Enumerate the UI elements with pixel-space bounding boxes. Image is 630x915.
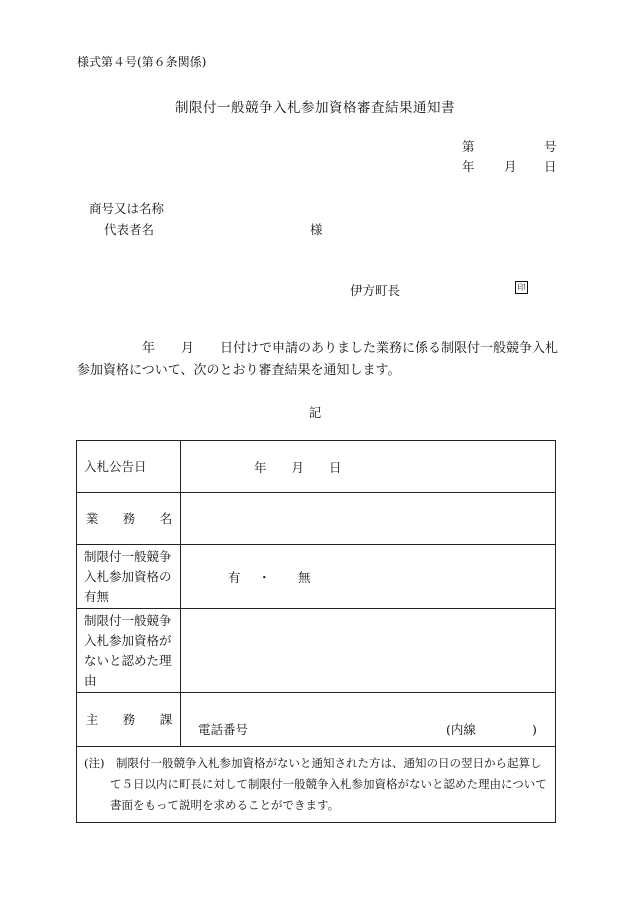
phone-number-label: 電話番号 <box>198 722 249 737</box>
table-row <box>77 441 556 493</box>
row-value-project-name <box>181 493 556 545</box>
row-value-reason <box>181 609 556 693</box>
row-label-notice-date: 入札公告日 <box>77 441 181 493</box>
row-label-reason: 制限付一般競争入札参加資格がないと認めた理由 <box>77 609 181 693</box>
table-row <box>77 609 556 693</box>
row-label-department: 主 務 課 <box>77 693 181 747</box>
row-label-project-name: 業 務 名 <box>77 493 181 545</box>
date-year-label: 年 <box>462 159 475 174</box>
note-box <box>76 747 556 823</box>
note-text <box>84 753 549 816</box>
notification-body: 年 月 日付けで申請のありました業務に係る制限付一般競争入札参加資格について、次のとおり審査結果を通知します。 <box>77 341 559 378</box>
eligibility-separator: ・ <box>258 569 271 585</box>
extension-open: (内線 <box>446 722 476 737</box>
number-prefix: 第 <box>462 139 475 154</box>
result-table <box>76 440 556 823</box>
ki-heading: 記 <box>308 405 322 420</box>
row-value-notice-date <box>181 441 556 493</box>
eligibility-yes: 有 <box>228 569 241 585</box>
note-body: 制限付一般競争入札参加資格がないと通知された方は、通知の日の翌日から起算して５日以内に町長に対して制限付一般競争入札参加資格がないと認めた理由について書面をもって説明を求めることができます。 <box>110 756 547 812</box>
row-value-eligibility <box>181 545 556 609</box>
sender-name: 伊方町長 <box>350 283 401 298</box>
number-suffix: 号 <box>544 139 557 154</box>
form-number-label: 様式第４号(第６条関係) <box>77 55 207 69</box>
addressee-representative-label: 代表者名 <box>104 222 155 237</box>
table-row <box>77 693 556 747</box>
notice-date-value: 年 月 日 <box>254 459 342 475</box>
row-value-department <box>181 693 556 747</box>
seal-mark: 印 <box>515 281 528 294</box>
extension-close: ) <box>532 722 537 737</box>
table-row <box>77 493 556 545</box>
eligibility-no: 無 <box>298 569 311 585</box>
table-row <box>77 545 556 609</box>
addressee-company-label: 商号又は名称 <box>89 201 165 216</box>
note-prefix: (注) <box>84 756 105 770</box>
date-day-label: 日 <box>544 159 557 174</box>
document-title: 制限付一般競争入札参加資格審査結果通知書 <box>175 100 455 116</box>
date-month-label: 月 <box>504 159 517 174</box>
row-label-eligibility: 制限付一般競争入札参加資格の有無 <box>77 545 181 609</box>
addressee-honorific: 様 <box>310 222 323 237</box>
